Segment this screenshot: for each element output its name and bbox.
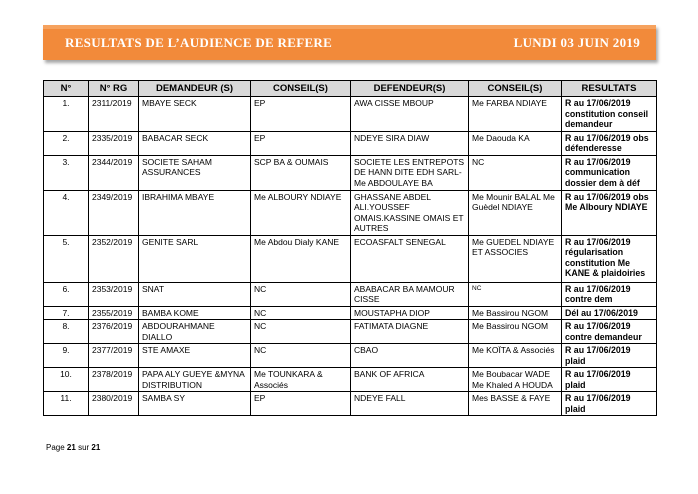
cell-conseil-demandeur: NC: [251, 320, 351, 344]
cell-defendeur: FATIMATA DIAGNE: [351, 320, 469, 344]
footer-prefix: Page: [46, 443, 65, 452]
cell-rg: 2311/2019: [89, 97, 139, 132]
table-row: [44, 97, 657, 132]
column-header-conseil-defendeur: CONSEIL(S): [469, 81, 562, 97]
cell-rg: 2335/2019: [89, 131, 139, 155]
cell-conseil-demandeur: NC: [251, 306, 351, 320]
cell-demandeur: BABACAR SECK: [139, 131, 251, 155]
cell-resultat: R au 17/06/2019 contre demandeur: [562, 320, 657, 344]
cell-defendeur: GHASSANE ABDEL ALI.YOUSSEF OMAIS.KASSINE OMAIS ET AUTRES: [351, 190, 469, 235]
cell-conseil-defendeur: Me Bassirou NGOM: [469, 306, 562, 320]
cell-conseil-defendeur: NC: [469, 155, 562, 190]
cell-conseil-defendeur: Me KOÏTA & Associés: [469, 344, 562, 368]
cell-rg: 2376/2019: [89, 320, 139, 344]
cell-conseil-defendeur: NC: [469, 282, 562, 306]
table-row: [44, 131, 657, 155]
cell-num: 1.: [44, 97, 89, 132]
cell-conseil-defendeur: Me Bassirou NGOM: [469, 320, 562, 344]
cell-rg: 2378/2019: [89, 368, 139, 392]
footer-separator: sur: [78, 443, 90, 452]
cell-conseil-defendeur: Me Mounir BALAL Me Guèdel NDIAYE: [469, 190, 562, 235]
cell-conseil-defendeur: Me FARBA NDIAYE: [469, 97, 562, 132]
cell-num: 8.: [44, 320, 89, 344]
cell-resultat: R au 17/06/2019 plaid: [562, 368, 657, 392]
cell-num: 4.: [44, 190, 89, 235]
cell-demandeur: PAPA ALY GUEYE &MYNA DISTRIBUTION: [139, 368, 251, 392]
cell-demandeur: GENITE SARL: [139, 235, 251, 282]
column-header-rg: N° RG: [89, 81, 139, 97]
header-banner: [43, 25, 656, 60]
cell-rg: 2380/2019: [89, 392, 139, 416]
cell-resultat: R au 17/06/2019 communication dossier dem à déf: [562, 155, 657, 190]
cell-num: 11.: [44, 392, 89, 416]
cell-num: 2.: [44, 131, 89, 155]
cell-rg: 2353/2019: [89, 282, 139, 306]
column-header-num: N°: [44, 81, 89, 97]
cell-defendeur: NDEYE SIRA DIAW: [351, 131, 469, 155]
cell-num: 9.: [44, 344, 89, 368]
table-row: [44, 368, 657, 392]
cell-demandeur: SOCIETE SAHAM ASSURANCES: [139, 155, 251, 190]
cell-resultat: R au 17/06/2019 plaid: [562, 392, 657, 416]
footer-page-number: 21: [66, 443, 76, 452]
page-title: RESULTATS DE L’AUDIENCE DE REFERE: [65, 35, 333, 50]
cell-num: 7.: [44, 306, 89, 320]
cell-resultat: R au 17/06/2019 obs défenderesse: [562, 131, 657, 155]
cell-num: 3.: [44, 155, 89, 190]
column-header-demandeur: DEMANDEUR (S): [139, 81, 251, 97]
column-header-conseil-demandeur: CONSEIL(S): [251, 81, 351, 97]
cell-conseil-demandeur: NC: [251, 282, 351, 306]
cell-num: 6.: [44, 282, 89, 306]
table-row: [44, 392, 657, 416]
cell-defendeur: NDEYE FALL: [351, 392, 469, 416]
table-row: [44, 155, 657, 190]
cell-conseil-demandeur: EP: [251, 131, 351, 155]
footer-page-total: 21: [91, 443, 101, 452]
table-header-row: [44, 81, 657, 97]
cell-resultat: R au 17/06/2019 plaid: [562, 344, 657, 368]
cell-num: 5.: [44, 235, 89, 282]
cell-resultat: R au 17/06/2019 contre dem: [562, 282, 657, 306]
cell-resultat: Dél au 17/06/2019: [562, 306, 657, 320]
cell-defendeur: AWA CISSE MBOUP: [351, 97, 469, 132]
cell-conseil-demandeur: EP: [251, 392, 351, 416]
table-row: [44, 306, 657, 320]
cell-conseil-defendeur: Mes BASSE & FAYE: [469, 392, 562, 416]
cell-demandeur: STE AMAXE: [139, 344, 251, 368]
cell-rg: 2377/2019: [89, 344, 139, 368]
table-row: [44, 320, 657, 344]
cell-demandeur: IBRAHIMA MBAYE: [139, 190, 251, 235]
cell-conseil-demandeur: Me ALBOURY NDIAYE: [251, 190, 351, 235]
column-header-resultats: RESULTATS: [562, 81, 657, 97]
cell-num: 10.: [44, 368, 89, 392]
cell-conseil-defendeur: Me GUEDEL NDIAYE ET ASSOCIES: [469, 235, 562, 282]
cell-resultat: R au 17/06/2019 régularisation constitution Me KANE & plaidoiries: [562, 235, 657, 282]
cell-defendeur: BANK OF AFRICA: [351, 368, 469, 392]
cell-defendeur: SOCIETE LES ENTREPOTS DE HANN DITE EDH SARL-Me ABDOULAYE BA: [351, 155, 469, 190]
hearing-date: LUNDI 03 JUIN 2019: [513, 35, 640, 50]
cell-conseil-demandeur: Me Abdou Dialy KANE: [251, 235, 351, 282]
cell-defendeur: ECOASFALT SENEGAL: [351, 235, 469, 282]
page-footer: [46, 443, 100, 452]
cell-defendeur: ABABACAR BA MAMOUR CISSE: [351, 282, 469, 306]
cell-conseil-demandeur: SCP BA & OUMAIS: [251, 155, 351, 190]
cell-resultat: R au 17/06/2019 obs Me Alboury NDIAYE: [562, 190, 657, 235]
cell-defendeur: MOUSTAPHA DIOP: [351, 306, 469, 320]
results-table: [43, 80, 657, 416]
cell-demandeur: SNAT: [139, 282, 251, 306]
column-header-defendeur: DEFENDEUR(S): [351, 81, 469, 97]
cell-rg: 2352/2019: [89, 235, 139, 282]
table-row: [44, 282, 657, 306]
cell-conseil-demandeur: NC: [251, 344, 351, 368]
table-row: [44, 235, 657, 282]
cell-defendeur: CBAO: [351, 344, 469, 368]
cell-conseil-demandeur: Me TOUNKARA & Associés: [251, 368, 351, 392]
cell-demandeur: MBAYE SECK: [139, 97, 251, 132]
table-row: [44, 344, 657, 368]
cell-conseil-demandeur: EP: [251, 97, 351, 132]
cell-demandeur: SAMBA SY: [139, 392, 251, 416]
table-row: [44, 190, 657, 235]
cell-conseil-defendeur: Me Boubacar WADE Me Khaled A HOUDA: [469, 368, 562, 392]
cell-conseil-defendeur: Me Daouda KA: [469, 131, 562, 155]
cell-rg: 2344/2019: [89, 155, 139, 190]
cell-rg: 2355/2019: [89, 306, 139, 320]
cell-demandeur: BAMBA KOME: [139, 306, 251, 320]
cell-rg: 2349/2019: [89, 190, 139, 235]
cell-resultat: R au 17/06/2019 constitution conseil demandeur: [562, 97, 657, 132]
cell-demandeur: ABDOURAHMANE DIALLO: [139, 320, 251, 344]
